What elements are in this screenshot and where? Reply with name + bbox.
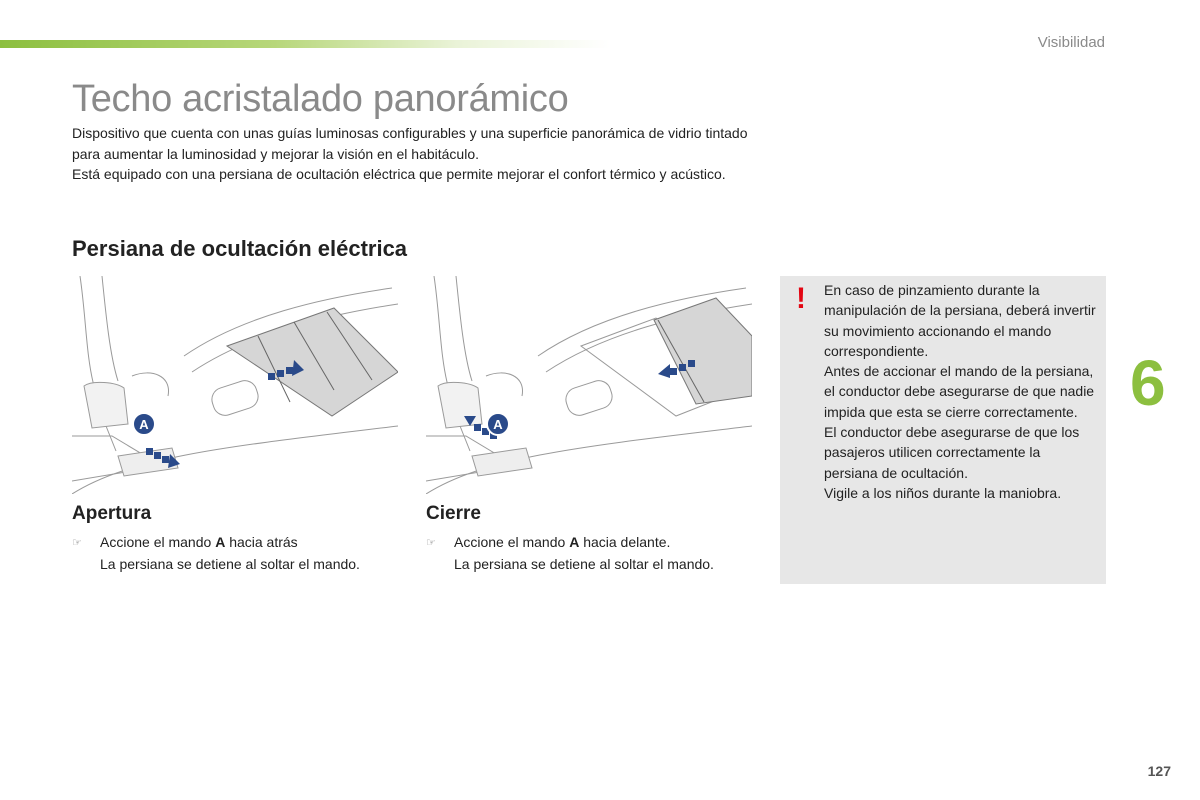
chapter-number: 6	[1130, 347, 1166, 419]
intro-paragraph: Dispositivo que cuenta con unas guías luminosas configurables y una superficie panorámica de vidrio tintado para aumentar la luminosidad y mejorar la visión en el habitáculo.	[72, 125, 748, 162]
section-subtitle: Persiana de ocultación eléctrica	[72, 236, 408, 261]
opening-illustration	[72, 276, 398, 494]
page-number: 127	[1147, 763, 1171, 779]
warning-paragraph: Vigile a los niños durante la maniobra.	[824, 484, 1062, 501]
opening-title: Apertura	[72, 503, 152, 524]
figure-marker: A	[493, 417, 503, 432]
header-accent-bar	[0, 40, 610, 48]
closing-title: Cierre	[426, 503, 481, 524]
exclamation-icon: !	[796, 282, 806, 315]
closing-note: La persiana se detiene al soltar el mando.	[454, 555, 714, 572]
warning-box	[780, 276, 1106, 584]
section-name: Visibilidad	[1037, 34, 1105, 51]
intro-paragraph: Está equipado con una persiana de ocultación eléctrica que permite mejorar el confort térmico y acústico.	[72, 166, 726, 182]
opening-instructions	[72, 532, 412, 574]
intro-text	[72, 123, 752, 185]
control-key: A	[215, 534, 226, 550]
warning-text	[824, 280, 1096, 503]
closing-step: Accione el mando A hacia delante.	[454, 534, 671, 550]
opening-note: La persiana se detiene al soltar el mando.	[100, 555, 360, 572]
opening-step: Accione el mando A hacia atrás	[100, 534, 298, 550]
pointing-hand-icon: ☞	[72, 537, 82, 549]
warning-paragraph: El conductor debe asegurarse de que los pasajeros utilicen correctamente la persiana de ocultación.	[824, 424, 1080, 481]
control-key: A	[569, 534, 580, 550]
figure-marker: A	[139, 417, 149, 432]
sunroof-open-diagram	[72, 276, 398, 494]
warning-paragraph: Antes de accionar el mando de la persiana, el conductor debe asegurarse de que nadie impida que esta se cierre correctamente.	[824, 363, 1095, 420]
closing-instructions	[426, 532, 766, 574]
warning-paragraph: En caso de pinzamiento durante la manipulación de la persiana, deberá invertir su movimiento accionando el mando correspondiente.	[824, 282, 1096, 359]
closing-illustration	[426, 276, 752, 494]
pointing-hand-icon: ☞	[426, 537, 436, 549]
page-title: Techo acristalado panorámico	[72, 78, 569, 120]
sunroof-close-diagram	[426, 276, 752, 494]
